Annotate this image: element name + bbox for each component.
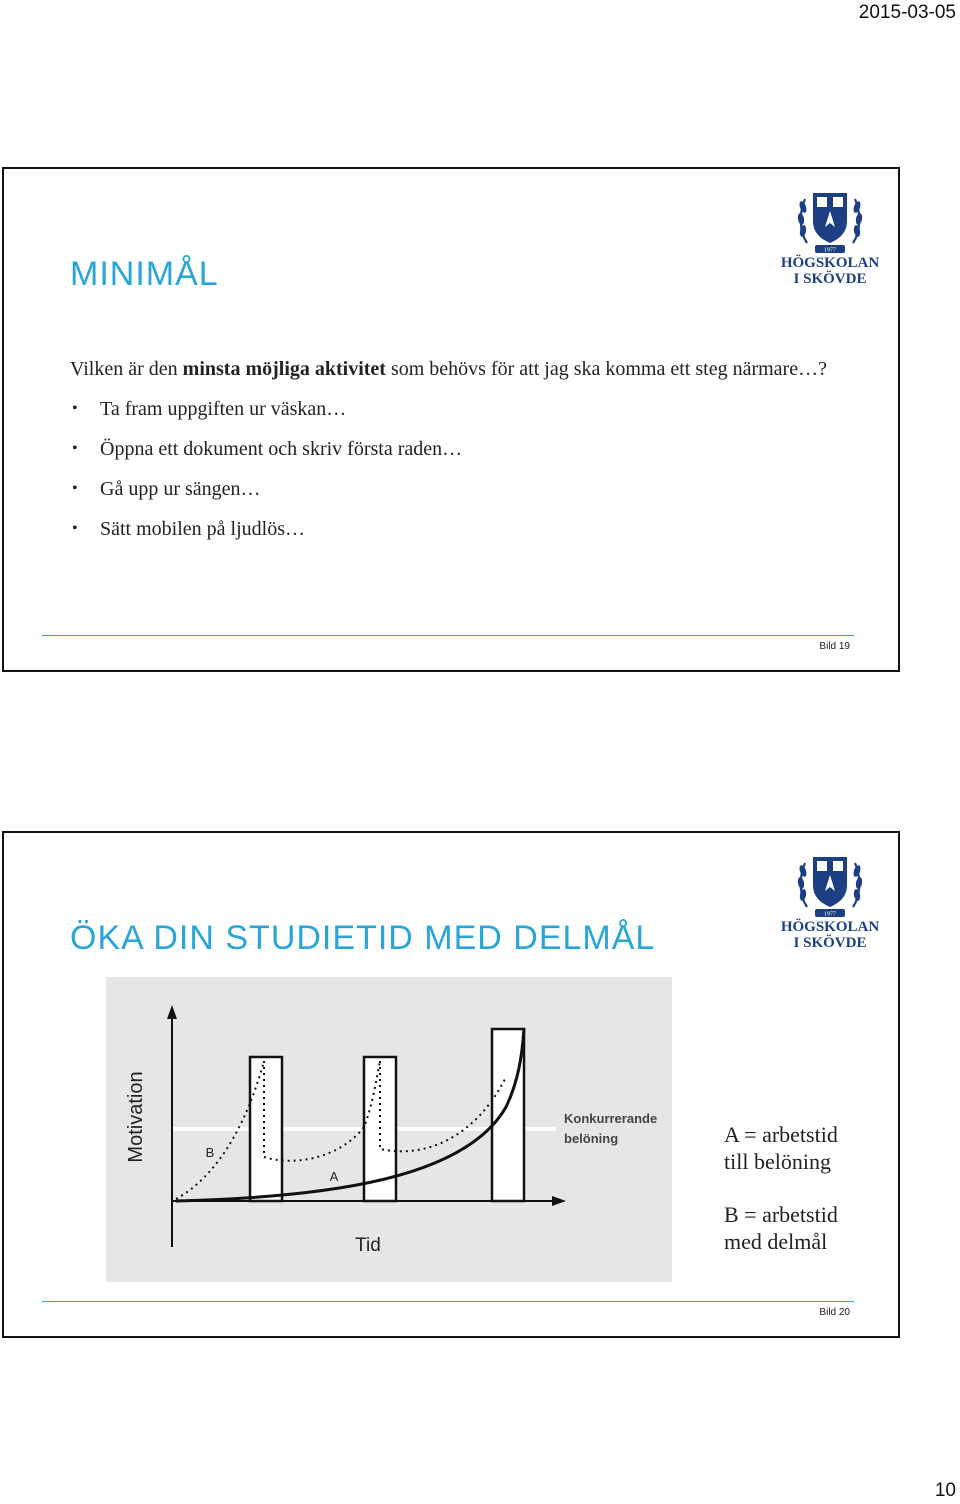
- page-number: 10: [934, 1480, 956, 1501]
- legend-b: B = arbetstid med delmål: [724, 1202, 838, 1254]
- footer-divider: [42, 635, 854, 636]
- list-item: • Ta fram uppgiften ur väskan…: [70, 389, 830, 429]
- x-axis-label: Tid: [355, 1235, 381, 1256]
- label-a: A: [329, 1169, 339, 1184]
- dotted-curve-segment-3: [380, 1061, 506, 1151]
- y-axis-arrow: [167, 1005, 177, 1019]
- diagram-legend: [724, 1121, 838, 1281]
- logo-name-line1: HÖGSKOLAN: [780, 919, 880, 935]
- logo-name-line1: HÖGSKOLAN: [780, 255, 880, 271]
- y-axis-label: Motivation: [125, 1071, 147, 1163]
- logo-name-line2: I SKÖVDE: [793, 271, 867, 287]
- motivation-diagram: [106, 977, 672, 1282]
- slide-20: [2, 831, 900, 1338]
- list-item: • Gå upp ur sängen…: [70, 469, 830, 509]
- university-logo: [778, 847, 882, 951]
- solid-motivation-curve: [176, 1029, 524, 1201]
- label-b: B: [205, 1145, 215, 1160]
- final-reward-bar: [492, 1029, 524, 1201]
- bullet-list: [70, 389, 830, 549]
- milestone-bar-1: [250, 1057, 282, 1201]
- intro-emphasis: minsta möjliga aktivitet: [182, 358, 386, 380]
- reward-label-line2: belöning: [564, 1131, 619, 1146]
- logo-year: 1977: [824, 247, 836, 254]
- intro-question: Vilken är den minsta möjliga aktivitet som behövs för att jag ska komma ett steg närmare…?: [70, 358, 827, 380]
- logo-name-line2: I SKÖVDE: [793, 935, 867, 951]
- slide-19: [2, 167, 900, 672]
- logo-year: 1977: [824, 911, 836, 918]
- page-date: 2015-03-05: [858, 2, 956, 23]
- slide-body: [70, 349, 830, 549]
- crest-icon: [795, 183, 865, 255]
- list-item: • Sätt mobilen på ljudlös…: [70, 509, 830, 549]
- slide-title: ÖKA DIN STUDIETID MED DELMÅL: [70, 919, 656, 957]
- footer-divider: [42, 1301, 854, 1302]
- university-logo: [778, 183, 882, 287]
- slide-title: MINIMÅL: [70, 255, 219, 293]
- slide-number: Bild 19: [819, 641, 850, 652]
- crest-icon: [795, 847, 865, 919]
- x-axis-arrow: [552, 1196, 566, 1206]
- slide-number: Bild 20: [819, 1307, 850, 1318]
- reward-label-line1: Konkurrerande: [564, 1111, 658, 1126]
- legend-a: A = arbetstid till belöning: [724, 1122, 838, 1174]
- list-item: • Öppna ett dokument och skriv första raden…: [70, 429, 830, 469]
